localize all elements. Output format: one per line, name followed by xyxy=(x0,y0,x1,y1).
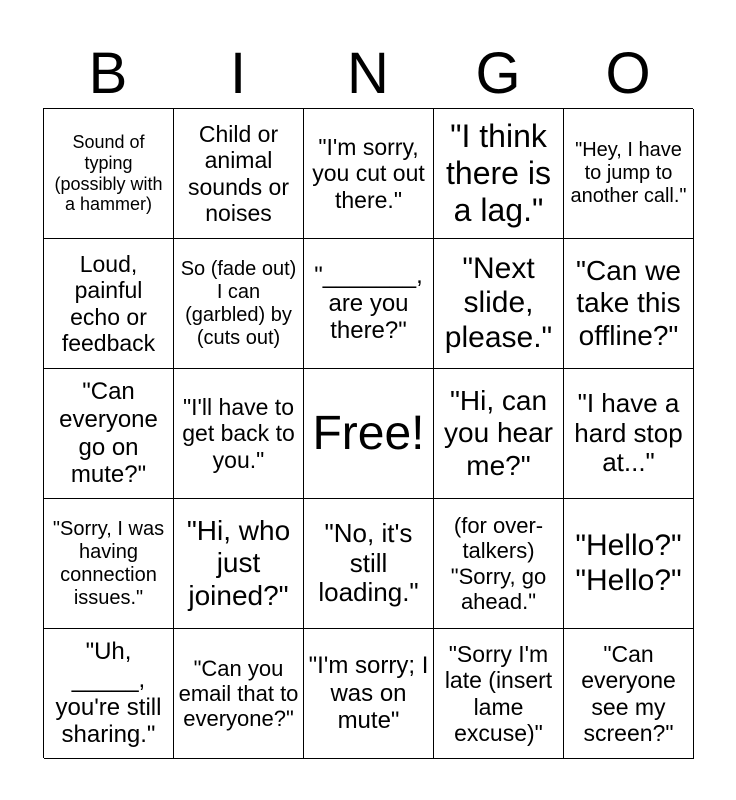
cell-text: Loud, painful echo or feedback xyxy=(61,250,156,356)
header-letter-g: G xyxy=(475,41,521,106)
cell-text: (for over-talkers) "Sorry, go ahead." xyxy=(450,512,547,614)
cell-text: "I think there is a lag." xyxy=(446,118,551,228)
bingo-cell-o3[interactable] xyxy=(564,369,694,499)
bingo-cell-i3[interactable] xyxy=(174,369,304,499)
bingo-cell-o1[interactable] xyxy=(564,109,694,239)
cell-text: "Uh, _____, you're still sharing." xyxy=(55,638,162,749)
cell-text: "Can we take this offline?" xyxy=(576,255,681,351)
cell-text: "I have a hard stop at..." xyxy=(574,387,683,478)
cell-text: Sound of typing (possibly with a hammer) xyxy=(54,132,163,215)
bingo-cell-i5[interactable] xyxy=(174,629,304,759)
header-letter-n: N xyxy=(347,41,389,106)
cell-text: "I'm sorry, you cut out there." xyxy=(312,133,425,213)
bingo-cell-b4[interactable] xyxy=(44,499,174,629)
cell-text: "No, it's still loading." xyxy=(318,517,419,608)
bingo-cell-b5[interactable] xyxy=(44,629,174,759)
free-space-text: Free! xyxy=(312,406,425,460)
bingo-cell-g1[interactable] xyxy=(434,109,564,239)
cell-text: "Hi, who just joined?" xyxy=(186,515,291,611)
cell-text: "Can everyone see my screen?" xyxy=(581,640,676,746)
cell-text: "Can everyone go on mute?" xyxy=(59,378,158,489)
cell-text: "Next slide, please." xyxy=(444,251,553,354)
bingo-cell-b1[interactable] xyxy=(44,109,174,239)
bingo-cell-i4[interactable] xyxy=(174,499,304,629)
bingo-cell-g3[interactable] xyxy=(434,369,564,499)
bingo-cell-o2[interactable] xyxy=(564,239,694,369)
bingo-cell-n2[interactable] xyxy=(304,239,434,369)
header-letter-b: B xyxy=(88,41,128,106)
header-letter-o: O xyxy=(605,41,651,106)
bingo-cell-i1[interactable] xyxy=(174,109,304,239)
cell-text: "I'll have to get back to you." xyxy=(182,393,295,473)
bingo-cell-b3[interactable] xyxy=(44,369,174,499)
bingo-cell-i2[interactable] xyxy=(174,239,304,369)
bingo-cell-n1[interactable] xyxy=(304,109,434,239)
cell-text: "I'm sorry; I was on mute" xyxy=(308,652,429,735)
bingo-cell-g5[interactable] xyxy=(434,629,564,759)
bingo-cell-b2[interactable] xyxy=(44,239,174,369)
bingo-cell-free[interactable] xyxy=(304,369,434,499)
header-letter-i: I xyxy=(229,41,247,106)
cell-text: "Can you email that to everyone?" xyxy=(178,655,299,732)
cell-text: "Hello?" "Hello?" xyxy=(575,529,682,597)
bingo-cell-n4[interactable] xyxy=(304,499,434,629)
bingo-cell-n5[interactable] xyxy=(304,629,434,759)
cell-text: Child or animal sounds or noises xyxy=(187,120,289,226)
bingo-cell-g4[interactable] xyxy=(434,499,564,629)
bingo-cell-g2[interactable] xyxy=(434,239,564,369)
cell-text: "Hi, can you hear me?" xyxy=(444,385,553,481)
bingo-header xyxy=(43,40,693,108)
bingo-board xyxy=(43,108,693,758)
bingo-cell-o5[interactable] xyxy=(564,629,694,759)
cell-text: "Hey, I have to jump to another call." xyxy=(570,139,687,207)
cell-text: "_______, are you there?" xyxy=(314,262,423,345)
cell-text: "Sorry, I was having connection issues." xyxy=(52,517,165,609)
bingo-cell-o4[interactable] xyxy=(564,499,694,629)
cell-text: So (fade out) I can (garbled) by (cuts out) xyxy=(180,257,297,349)
cell-text: "Sorry I'm late (insert lame excuse)" xyxy=(444,640,553,746)
